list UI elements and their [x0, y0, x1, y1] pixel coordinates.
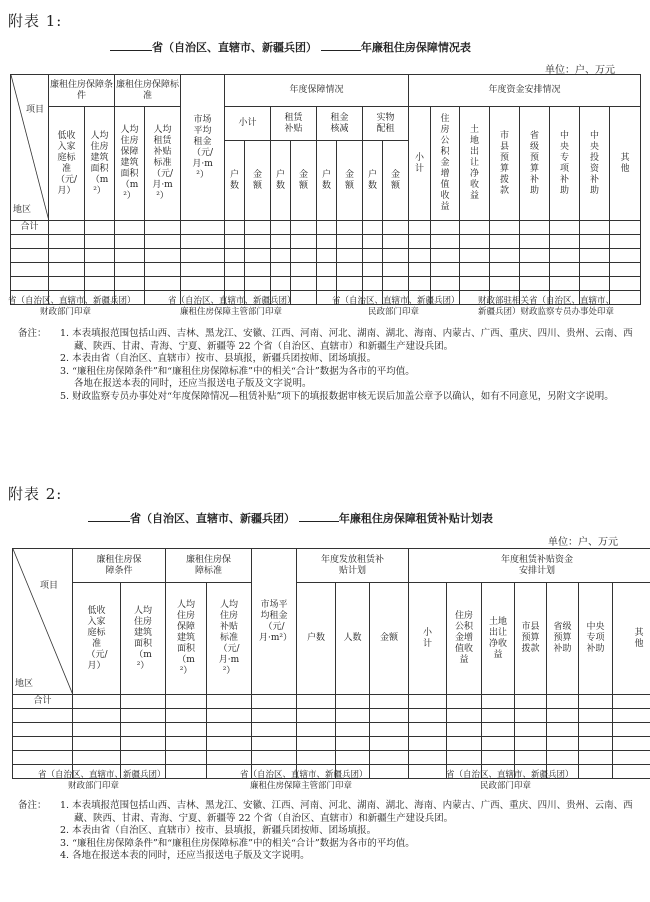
header-zhongyang-zhuanxiang: 中央专项补助 — [560, 130, 570, 196]
header-jine: 金额 — [253, 169, 263, 191]
header-zijin-xiaoji: 小计 — [415, 152, 425, 174]
header-renshu: 人数 — [343, 633, 362, 643]
table-row — [11, 249, 641, 263]
header-zujin-hejian: 租金核减 — [330, 112, 349, 134]
header-tudi: 土地出让净收益 — [470, 125, 480, 201]
table1-notes — [18, 328, 636, 403]
header-xiaoji: 小计 — [423, 627, 433, 649]
header-shengji: 省级预算补助 — [553, 622, 572, 654]
header-niandu-baozhang: 年度保障情况 — [225, 75, 409, 107]
note-item: 2. 本表由省（自治区、直辖市）按市、县填报，新疆兵团按师、团场填报。 — [60, 825, 377, 836]
signature-zhuguan — [168, 296, 296, 318]
header-jine: 金额 — [391, 169, 401, 191]
header-shichang: 市场平均租金（元/月·m²） — [259, 599, 293, 643]
header-diqu: 地区 — [13, 205, 32, 215]
signature-zhuguan — [240, 770, 368, 792]
title-part1: 省（自治区、直辖市、新疆兵团） — [152, 41, 317, 54]
header-diqu: 地区 — [15, 679, 34, 689]
table-row — [13, 751, 650, 765]
diagonal-line — [11, 75, 49, 221]
header-shichang: 市场平均租金（元/月·m²） — [192, 114, 214, 180]
header-jine: 金额 — [345, 169, 355, 191]
header-xiaoji: 小计 — [225, 107, 271, 141]
header-gongjijin: 住房公积金增值收益 — [455, 611, 474, 665]
sig-line: 省（自治区、直辖市、新疆兵团） — [240, 770, 368, 780]
heji-cell: 合计 — [11, 221, 49, 235]
header-shengji: 省级预算补助 — [530, 130, 540, 196]
table-row — [11, 235, 641, 249]
header-zhongyang-touzi: 中央投资补助 — [590, 130, 600, 196]
notes-label: 备注： — [18, 800, 47, 811]
sig-line: 新疆兵团）财政监察专员办事处印章 — [478, 307, 615, 317]
note-item: 1. 本表填报范围包括山西、吉林、黑龙江、安徽、江西、河南、河北、湖南、湖北、海南、内蒙古、广西、重庆、四川、贵州、云南、西藏、陕西、甘肃、青海、宁夏、新疆等 22 个省（自治区、直辖市）和新疆生产建设兵团。 — [60, 328, 633, 352]
header-jine: 金额 — [380, 633, 399, 643]
sig-line: 省（自治区、直辖市、新疆兵团） — [332, 296, 460, 306]
note-item: 5. 财政监察专员办事处对“年度保障情况—租赁补贴”项下的填报数据审核无误后加盖公章予以确认，如有不同意见，另附文字说明。 — [60, 390, 614, 402]
header-qita: 其他 — [634, 627, 644, 649]
header-hushu: 户数 — [276, 169, 286, 191]
sig-line: 省（自治区、直辖市、新疆兵团） — [446, 770, 574, 780]
signature-minzheng — [446, 770, 574, 792]
header-shixian: 市县预算拨款 — [521, 622, 540, 654]
note-item: 2. 本表由省（自治区、直辖市）按市、县填报，新疆兵团按师、团场填报。 — [60, 353, 377, 364]
header-renjun-butie: 人均租赁补贴标准（元/月·m²） — [151, 125, 174, 201]
title-part2: 年廉租住房保障租赁补贴计划表 — [338, 512, 493, 525]
header-zijin: 年度租赁补贴资金安排计划 — [501, 554, 574, 576]
unit-label: 单位：户、万元 — [548, 537, 618, 548]
header-renjun-jianzhu: 人均住房建筑面积（m²） — [133, 605, 152, 671]
header-tudi: 土地出让净收益 — [489, 616, 508, 660]
header-fafang: 年度发放租赁补贴计划 — [321, 554, 385, 576]
header-lianzu-biaozhun: 廉租住房保障标准 — [115, 75, 181, 107]
unit-label: 单位：户、万元 — [545, 65, 615, 76]
sig-line: 财政部门印章 — [40, 307, 92, 317]
province-blank[interactable] — [110, 40, 152, 51]
header-renjun-jianzhu: 人均住房建筑面积（m²） — [90, 130, 109, 196]
sig-line: 省（自治区、直辖市、新疆兵团） — [38, 770, 166, 780]
title-part2: 年廉租住房保障情况表 — [360, 41, 471, 54]
table-row — [11, 277, 641, 291]
header-zulin-butie: 租赁补贴 — [284, 112, 303, 134]
header-dishou: 低收入家庭标准（元/月） — [55, 130, 78, 196]
header-xiangmu: 项目 — [39, 581, 58, 591]
table-row — [13, 709, 650, 723]
table-row — [11, 263, 641, 277]
header-xiangmu: 项目 — [25, 105, 44, 115]
table-row — [13, 723, 650, 737]
notes-label: 备注： — [18, 328, 47, 339]
note-item: 4. 各地在报送本表的同时，还应当报送电子版及文字说明。 — [60, 850, 310, 861]
note-item: 3. “廉租住房保障条件”和“廉租住房保障标准”中的相关“合计”数据为各市的平均值。 — [60, 837, 415, 849]
header-gongjijin: 住房公积金增值收益 — [440, 114, 450, 212]
header-dishou: 低收入家庭标准（元/月） — [86, 605, 108, 671]
header-hushu: 户数 — [230, 169, 240, 191]
header-lianzu-biaozhun: 廉租住房保障标准 — [185, 554, 231, 576]
corner-header — [11, 75, 49, 221]
table2-grid — [12, 548, 650, 779]
table-row — [11, 221, 641, 235]
table2-notes — [18, 800, 636, 863]
sig-line: 民政部门印章 — [368, 307, 420, 317]
table-row — [13, 737, 650, 751]
header-lianzu-tiaojian: 廉租住房保障条件 — [49, 75, 115, 107]
header-shixian: 市县预算拨款 — [500, 130, 510, 196]
table-row — [13, 695, 650, 709]
signature-minzheng — [332, 296, 460, 318]
title-part1: 省（自治区、直辖市、新疆兵团） — [130, 512, 295, 525]
sig-line: 省（自治区、直辖市、新疆兵团） — [8, 296, 136, 306]
sig-line: 民政部门印章 — [480, 781, 532, 791]
header-renjun-biaozhun: 人均住房保障建筑面积（m²） — [120, 125, 139, 201]
table2-title — [88, 510, 493, 526]
header-qita: 其他 — [620, 152, 630, 174]
header-renjun-butie: 人均住房补贴标准（元/月·m²） — [218, 600, 240, 676]
table1-title — [110, 39, 471, 55]
province-blank[interactable] — [88, 511, 130, 522]
header-shiwu-peizu: 实物配租 — [376, 112, 395, 134]
sig-line: 廉租住房保障主管部门印章 — [180, 307, 283, 317]
header-hushu: 户数 — [368, 169, 378, 191]
sig-line: 财政部门印章 — [68, 781, 120, 791]
signature-caizheng — [8, 296, 136, 318]
header-renjun-baozhang: 人均住房保障建筑面积（m²） — [176, 600, 195, 676]
header-niandu-zijin: 年度资金安排情况 — [409, 75, 641, 107]
appendix-label-1: 附表 1: — [8, 12, 63, 30]
signature-caizheng — [38, 770, 166, 792]
sig-line: 省（自治区、直辖市、新疆兵团） — [168, 296, 296, 306]
note-item: 1. 本表填报范围包括山西、吉林、黑龙江、安徽、江西、河南、河北、湖南、湖北、海南、内蒙古、广西、重庆、四川、贵州、云南、西藏、陕西、甘肃、青海、宁夏、新疆等 22 个省（自治区、直辖市）和新疆生产建设兵团。 — [60, 800, 633, 824]
appendix-label-2: 附表 2: — [8, 485, 63, 503]
corner-header — [13, 549, 73, 695]
year-blank[interactable] — [299, 511, 339, 522]
table1-grid — [10, 74, 641, 305]
heji-cell: 合计 — [13, 695, 73, 709]
signature-jiancha — [478, 296, 614, 318]
sig-line: 廉租住房保障主管部门印章 — [250, 781, 353, 791]
note-item: 各地在报送本表的同时，还应当报送电子版及文字说明。 — [74, 378, 312, 389]
diagonal-line — [13, 549, 73, 695]
header-hushu: 户数 — [322, 169, 332, 191]
header-hushu: 户数 — [306, 633, 325, 643]
header-zhongyang: 中央专项补助 — [586, 622, 605, 654]
header-lianzu-tiaojian: 廉租住房保障条件 — [96, 554, 142, 576]
header-jine: 金额 — [299, 169, 309, 191]
note-item: 3. “廉租住房保障条件”和“廉租住房保障标准”中的相关“合计”数据为各市的平均值。 — [60, 365, 415, 377]
sig-line: 财政部驻相关省（自治区、直辖市、 — [478, 296, 615, 306]
year-blank[interactable] — [321, 40, 361, 51]
